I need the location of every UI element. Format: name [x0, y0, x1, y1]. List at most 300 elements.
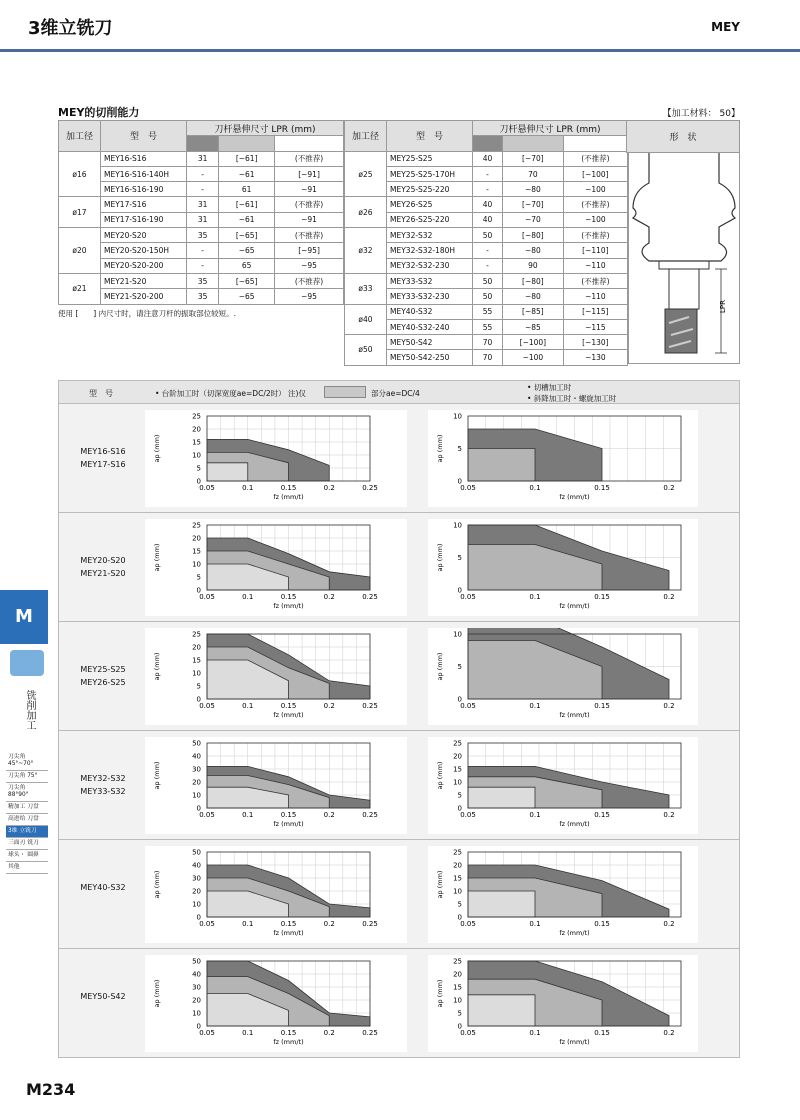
x-tick-label: 0.2: [323, 484, 335, 492]
x-tick-label: 0.1: [529, 484, 541, 492]
x-axis-label: fz (mm/t): [273, 820, 304, 828]
table-cell: ~130: [563, 350, 627, 365]
dia-cell: ø16: [59, 151, 101, 197]
y-tick-label: 20: [192, 643, 201, 652]
chart-row-model: MEY32-S32 MEY33-S32: [80, 773, 126, 796]
x-tick-label: 0.1: [242, 593, 254, 601]
table-cell: 55: [473, 304, 503, 319]
x-tick-label: 0.15: [594, 811, 610, 819]
x-axis-label: fz (mm/t): [273, 711, 304, 719]
table-row: [59, 212, 344, 227]
x-tick-label: 0.05: [460, 702, 476, 710]
table-cell: ~61: [219, 166, 275, 181]
x-tick-label: 0.1: [242, 811, 254, 819]
table-cell: 55: [473, 319, 503, 334]
x-axis-label: fz (mm/t): [559, 1038, 590, 1046]
ap-fz-chart: [145, 846, 407, 943]
x-tick-label: 0.05: [460, 1029, 476, 1037]
y-tick-label: 10: [192, 791, 201, 800]
x-tick-label: 0.2: [663, 811, 675, 819]
ap-fz-chart: [145, 410, 407, 507]
table-cell: (不推荐): [563, 151, 627, 166]
ap-fz-chart: [145, 737, 407, 834]
side-nav-item[interactable]: 3维 立铣刀: [6, 826, 48, 838]
x-tick-label: 0.15: [594, 920, 610, 928]
legend-swatch: [324, 386, 366, 398]
table-row: [345, 212, 628, 227]
y-tick-label: 5: [457, 791, 462, 800]
y-axis-label: ap (mm): [436, 979, 444, 1008]
y-tick-label: 25: [192, 630, 201, 639]
table-cell: 65: [219, 258, 275, 273]
table-cell: (不推荐): [275, 197, 344, 212]
table-cell: ~91: [275, 212, 344, 227]
side-nav: [6, 752, 48, 874]
table-cell: -: [473, 166, 503, 181]
lpr-dimension-label: LPR: [719, 300, 727, 313]
y-tick-label: 10: [192, 900, 201, 909]
x-axis-label: fz (mm/t): [273, 1038, 304, 1046]
dia-cell: ø33: [345, 273, 387, 304]
x-tick-label: 0.15: [594, 1029, 610, 1037]
x-tick-label: 0.2: [663, 593, 675, 601]
table-cell: (不推荐): [563, 197, 627, 212]
table-cell: [~80]: [503, 273, 564, 288]
y-tick-label: 30: [192, 765, 201, 774]
bracket-note: 使用 [ ] 内尺寸时，请注意刀杆的振取部位较短。.: [58, 309, 237, 318]
y-tick-label: 5: [457, 900, 462, 909]
table-cell: MEY25-S25: [387, 151, 473, 166]
shape-header: 形 状: [626, 120, 740, 153]
table-cell: MEY20-S20: [101, 228, 187, 243]
side-nav-item[interactable]: 高进给 刀盘: [6, 814, 48, 826]
y-tick-label: 20: [453, 861, 462, 870]
table-cell: 35: [187, 228, 219, 243]
table-cell: MEY20-S20-150H: [101, 243, 187, 258]
legend-partial: 部分ae=DC/4: [371, 389, 420, 398]
table-cell: ~65: [219, 243, 275, 258]
capability-table-left: [58, 120, 344, 305]
x-tick-label: 0.25: [362, 920, 378, 928]
table-cell: (不推荐): [275, 228, 344, 243]
y-tick-label: 10: [453, 996, 462, 1005]
y-axis-label: ap (mm): [153, 979, 161, 1008]
x-tick-label: 0.05: [199, 1029, 215, 1037]
table-row: [59, 289, 344, 304]
side-nav-item[interactable]: 刀尖角 88°90°: [6, 783, 48, 802]
ap-fz-chart: [145, 519, 407, 616]
table-cell: MEY33-S32-230: [387, 289, 473, 304]
y-tick-label: 10: [192, 1009, 201, 1018]
y-tick-label: 25: [453, 848, 462, 857]
ap-fz-chart: [428, 519, 698, 616]
section-title: MEY的切削能力: [58, 106, 140, 119]
x-tick-label: 0.15: [280, 1029, 297, 1037]
side-vertical-label: 铣削加工: [24, 690, 35, 730]
x-tick-label: 0.2: [323, 920, 335, 928]
y-tick-label: 25: [453, 957, 462, 966]
y-tick-label: 15: [192, 547, 201, 556]
y-tick-label: 10: [453, 412, 462, 421]
y-tick-label: 15: [453, 765, 462, 774]
table-row: [59, 197, 344, 212]
tool-shape-diagram: [628, 152, 740, 364]
table-cell: -: [187, 243, 219, 258]
y-tick-label: 0: [196, 586, 201, 595]
x-tick-label: 0.15: [280, 484, 297, 492]
side-nav-item[interactable]: 刀尖角 45°~70°: [6, 752, 48, 771]
x-tick-label: 0.15: [280, 593, 297, 601]
table-cell: ~80: [503, 289, 564, 304]
col-lpr: 刀杆悬伸尺寸 LPR (mm): [187, 121, 344, 136]
y-tick-label: 15: [453, 983, 462, 992]
table-cell: ~110: [563, 258, 627, 273]
table-cell: -: [187, 258, 219, 273]
y-tick-label: 0: [196, 1022, 201, 1031]
capability-band: [468, 449, 535, 482]
legend-model: 型 号: [89, 389, 113, 398]
table-cell: 40: [473, 197, 503, 212]
table-row: [345, 197, 628, 212]
table-row: [59, 151, 344, 166]
x-axis-label: fz (mm/t): [273, 602, 304, 610]
table-cell: [~91]: [275, 166, 344, 181]
table-cell: [~115]: [563, 304, 627, 319]
table-cell: ~95: [275, 289, 344, 304]
table-cell: -: [187, 166, 219, 181]
chart-row-model: MEY20-S20 MEY21-S20: [80, 555, 126, 578]
table-cell: ~80: [503, 182, 564, 197]
x-tick-label: 0.15: [594, 702, 610, 710]
table-cell: ~110: [563, 289, 627, 304]
table-cell: [~80]: [503, 228, 564, 243]
y-tick-label: 30: [192, 874, 201, 883]
y-tick-label: 5: [457, 663, 462, 671]
x-tick-label: 0.2: [323, 811, 335, 819]
table-row: [345, 166, 628, 181]
table-cell: [~95]: [275, 243, 344, 258]
x-axis-label: fz (mm/t): [559, 929, 590, 937]
x-tick-label: 0.2: [663, 702, 675, 710]
table-cell: -: [187, 182, 219, 197]
dia-cell: ø21: [59, 273, 101, 304]
y-tick-label: 20: [192, 887, 201, 896]
table-cell: 70: [473, 335, 503, 350]
ap-fz-chart: [428, 628, 698, 725]
table-cell: MEY50-S42-250: [387, 350, 473, 365]
table-row: [59, 258, 344, 273]
y-tick-label: 15: [453, 874, 462, 883]
table-cell: MEY33-S32: [387, 273, 473, 288]
table-cell: -: [473, 182, 503, 197]
table-cell: [~100]: [563, 166, 627, 181]
dia-cell: ø20: [59, 228, 101, 274]
capability-table-right: [344, 120, 628, 366]
page-title: 3维立铣刀: [28, 18, 113, 39]
y-tick-label: 0: [196, 913, 201, 922]
table-cell: 90: [503, 258, 564, 273]
x-tick-label: 0.15: [280, 920, 297, 928]
x-tick-label: 0.25: [362, 484, 378, 492]
side-tab-m[interactable]: M: [0, 590, 48, 644]
y-tick-label: 25: [453, 739, 462, 748]
table-cell: MEY50-S42: [387, 335, 473, 350]
table-cell: ~95: [275, 258, 344, 273]
x-tick-label: 0.2: [663, 484, 675, 492]
x-tick-label: 0.1: [242, 920, 254, 928]
x-tick-label: 0.2: [323, 1029, 335, 1037]
y-tick-label: 20: [192, 996, 201, 1005]
table-cell: (不推荐): [275, 151, 344, 166]
table-row: [59, 228, 344, 243]
y-tick-label: 25: [192, 521, 201, 530]
y-tick-label: 40: [192, 861, 201, 870]
x-tick-label: 0.15: [594, 484, 610, 492]
table-row: [345, 289, 628, 304]
x-tick-label: 0.25: [362, 702, 378, 710]
milling-icon: [10, 650, 44, 676]
table-cell: ~100: [503, 350, 564, 365]
x-axis-label: fz (mm/t): [559, 493, 590, 501]
page-number: M234: [26, 1080, 76, 1099]
y-axis-label: ap (mm): [436, 543, 444, 572]
table-row: [345, 258, 628, 273]
x-tick-label: 0.25: [362, 811, 378, 819]
dia-cell: ø32: [345, 228, 387, 274]
chart-legend-row: [58, 380, 740, 404]
y-tick-label: 10: [453, 521, 462, 530]
ap-fz-chart: [428, 955, 698, 1052]
side-nav-item[interactable]: 三面刃 铣刀: [6, 838, 48, 850]
table-cell: MEY40-S32-240: [387, 319, 473, 334]
y-axis-label: ap (mm): [153, 761, 161, 790]
y-tick-label: 20: [192, 425, 201, 434]
ap-fz-chart: [145, 955, 407, 1052]
table-cell: 50: [473, 289, 503, 304]
y-axis-label: ap (mm): [153, 870, 161, 899]
col-model-r: 型 号: [387, 121, 473, 152]
table-cell: MEY32-S32: [387, 228, 473, 243]
table-row: [345, 151, 628, 166]
table-cell: ~70: [503, 212, 564, 227]
table-row: [345, 273, 628, 288]
chart-row-model: MEY16-S16 MEY17-S16: [80, 446, 126, 469]
x-tick-label: 0.1: [529, 1029, 541, 1037]
side-nav-item[interactable]: 其他: [6, 862, 48, 874]
table-cell: ~91: [275, 182, 344, 197]
side-nav-item[interactable]: 球头・ 圆鼻: [6, 850, 48, 862]
x-axis-label: fz (mm/t): [273, 493, 304, 501]
material-note: 【加工材料： 50】: [662, 109, 740, 119]
y-axis-label: ap (mm): [436, 652, 444, 681]
table-row: [59, 182, 344, 197]
table-cell: MEY16-S16: [101, 151, 187, 166]
x-tick-label: 0.05: [460, 920, 476, 928]
table-cell: MEY20-S20-200: [101, 258, 187, 273]
x-tick-label: 0.1: [242, 702, 254, 710]
table-cell: ~61: [219, 212, 275, 227]
y-tick-label: 15: [192, 656, 201, 665]
table-cell: ~80: [503, 243, 564, 258]
table-cell: 40: [473, 212, 503, 227]
table-cell: [~61]: [219, 197, 275, 212]
y-tick-label: 0: [196, 695, 201, 704]
table-cell: (不推荐): [563, 273, 627, 288]
y-axis-label: ap (mm): [153, 543, 161, 572]
table-cell: 70: [473, 350, 503, 365]
legend-slot: • 切槽加工时: [527, 383, 572, 392]
ap-fz-chart: [428, 410, 698, 507]
table-cell: 40: [473, 151, 503, 166]
table-cell: [~65]: [219, 273, 275, 288]
x-tick-label: 0.2: [323, 702, 335, 710]
table-cell: [~130]: [563, 335, 627, 350]
y-tick-label: 40: [192, 752, 201, 761]
table-cell: MEY16-S16-190: [101, 182, 187, 197]
table-cell: (不推荐): [563, 228, 627, 243]
x-tick-label: 0.05: [460, 484, 476, 492]
y-tick-label: 0: [457, 477, 462, 486]
chart-row-model: MEY40-S32: [80, 882, 126, 892]
table-cell: [~61]: [219, 151, 275, 166]
side-nav-item[interactable]: 刀尖角 75°: [6, 771, 48, 783]
y-tick-label: 5: [196, 573, 201, 582]
capability-band: [468, 995, 535, 1026]
table-cell: 70: [503, 166, 564, 181]
table-cell: MEY17-S16: [101, 197, 187, 212]
y-axis-label: ap (mm): [436, 434, 444, 463]
y-tick-label: 50: [192, 957, 201, 966]
table-cell: 31: [187, 197, 219, 212]
y-tick-label: 5: [457, 1009, 462, 1018]
side-nav-item[interactable]: 精加工 刀盘: [6, 802, 48, 814]
dia-cell: ø50: [345, 335, 387, 366]
capability-band: [207, 463, 248, 481]
table-cell: MEY32-S32-180H: [387, 243, 473, 258]
table-row: [345, 228, 628, 243]
y-tick-label: 5: [196, 682, 201, 691]
x-tick-label: 0.15: [594, 593, 610, 601]
y-tick-label: 5: [457, 445, 462, 453]
y-tick-label: 5: [457, 554, 462, 562]
table-cell: MEY26-S25-220: [387, 212, 473, 227]
dia-cell: ø17: [59, 197, 101, 228]
dia-cell: ø25: [345, 151, 387, 197]
y-axis-label: ap (mm): [153, 652, 161, 681]
x-tick-label: 0.15: [280, 702, 297, 710]
y-tick-label: 0: [457, 804, 462, 813]
col-dia: 加工径: [59, 121, 101, 152]
x-tick-label: 0.05: [460, 593, 476, 601]
table-cell: 50: [473, 273, 503, 288]
dia-cell: ø40: [345, 304, 387, 335]
table-row: [59, 243, 344, 258]
x-axis-label: fz (mm/t): [559, 820, 590, 828]
x-tick-label: 0.1: [529, 702, 541, 710]
y-tick-label: 20: [192, 534, 201, 543]
table-row: [345, 182, 628, 197]
header-rule: [0, 49, 800, 52]
table-cell: ~100: [563, 212, 627, 227]
table-row: [345, 350, 628, 365]
x-tick-label: 0.2: [663, 1029, 675, 1037]
table-cell: MEY25-S25-170H: [387, 166, 473, 181]
x-tick-label: 0.1: [242, 484, 254, 492]
x-tick-label: 0.1: [529, 593, 541, 601]
y-tick-label: 20: [192, 778, 201, 787]
y-tick-label: 10: [453, 887, 462, 896]
x-tick-label: 0.2: [323, 593, 335, 601]
table-cell: MEY21-S20-200: [101, 289, 187, 304]
y-tick-label: 40: [192, 970, 201, 979]
y-tick-label: 15: [192, 438, 201, 447]
dia-cell: ø26: [345, 197, 387, 228]
y-tick-label: 10: [192, 669, 201, 678]
table-cell: 31: [187, 212, 219, 227]
x-tick-label: 0.2: [663, 920, 675, 928]
table-cell: MEY25-S25-220: [387, 182, 473, 197]
y-tick-label: 5: [196, 464, 201, 473]
x-axis-label: fz (mm/t): [559, 711, 590, 719]
y-tick-label: 25: [192, 412, 201, 421]
x-tick-label: 0.05: [460, 811, 476, 819]
x-tick-label: 0.25: [362, 593, 378, 601]
legend-ramp: • 斜降加工时・螺旋加工时: [527, 394, 617, 403]
y-tick-label: 0: [457, 695, 462, 704]
table-cell: [~65]: [219, 228, 275, 243]
ap-fz-chart: [145, 628, 407, 725]
table-cell: MEY26-S25: [387, 197, 473, 212]
table-cell: [~110]: [563, 243, 627, 258]
y-axis-label: ap (mm): [436, 870, 444, 899]
y-tick-label: 10: [453, 630, 462, 639]
y-axis-label: ap (mm): [436, 761, 444, 790]
y-tick-label: 0: [196, 804, 201, 813]
ap-fz-chart: [428, 846, 698, 943]
table-cell: -: [473, 258, 503, 273]
x-tick-label: 0.05: [199, 811, 215, 819]
col-model: 型 号: [101, 121, 187, 152]
ap-fz-chart: [428, 737, 698, 834]
col-lpr-r: 刀杆悬伸尺寸 LPR (mm): [473, 121, 628, 136]
chart-row-model: MEY25-S25 MEY26-S25: [80, 664, 126, 687]
table-cell: MEY32-S32-230: [387, 258, 473, 273]
table-row: [345, 319, 628, 334]
table-row: [59, 166, 344, 181]
table-cell: [~70]: [503, 151, 564, 166]
table-cell: 61: [219, 182, 275, 197]
y-tick-label: 50: [192, 739, 201, 748]
table-cell: 50: [473, 228, 503, 243]
table-cell: 31: [187, 151, 219, 166]
y-tick-label: 20: [453, 970, 462, 979]
y-tick-label: 10: [192, 560, 201, 569]
col-dia-r: 加工径: [345, 121, 387, 152]
table-row: [345, 304, 628, 319]
x-tick-label: 0.1: [529, 811, 541, 819]
x-tick-label: 0.05: [199, 702, 215, 710]
x-tick-label: 0.1: [529, 920, 541, 928]
table-row: [345, 335, 628, 350]
chart-row-model: MEY50-S42: [80, 991, 126, 1001]
table-cell: ~85: [503, 319, 564, 334]
y-tick-label: 20: [453, 752, 462, 761]
series-code: MEY: [711, 20, 740, 34]
table-cell: [~100]: [503, 335, 564, 350]
y-tick-label: 50: [192, 848, 201, 857]
table-cell: ~115: [563, 319, 627, 334]
capability-band: [468, 787, 535, 808]
